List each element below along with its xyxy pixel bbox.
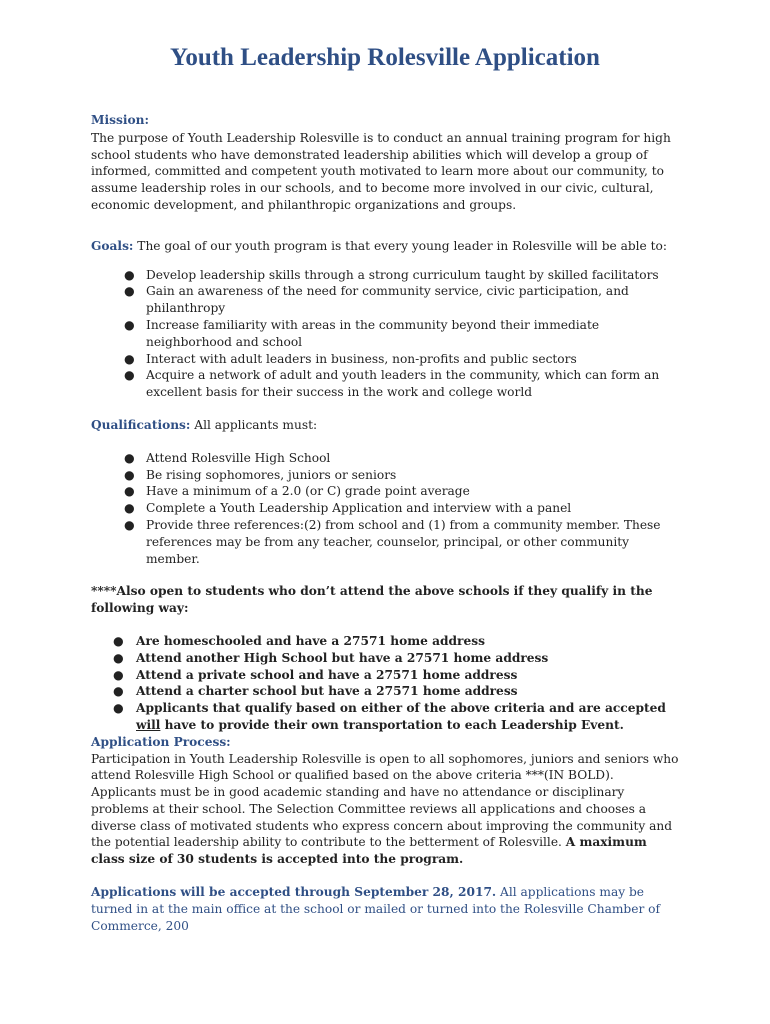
underlined-word: will <box>136 717 161 732</box>
qualifications-label: Qualifications: <box>91 417 191 432</box>
bullet-icon: ● <box>124 368 135 383</box>
mission-text: The purpose of Youth Leadership Rolesville is to conduct an annual training program for high school students who have demonstrated leadership abilities which will develop a group of informed, committed and competent youth motivated to learn more about our community, to assume leadership roles in our schools, and to become more involved in our civic, cultural, economic development, and philanthropic organizations and groups. <box>91 130 671 212</box>
goals-paragraph <box>91 238 681 255</box>
page-title: Youth Leadership Rolesville Application <box>170 44 600 71</box>
bullet-icon: ● <box>124 467 135 482</box>
application-process-label: Application Process: <box>91 734 231 749</box>
document-body <box>91 112 681 934</box>
deadline-paragraph <box>91 884 681 934</box>
list-item: ● Be rising sophomores, juniors or seniors <box>124 467 397 482</box>
qualifications-list <box>91 450 681 568</box>
also-open-list <box>91 633 681 734</box>
qualifications-paragraph <box>91 417 681 434</box>
bullet-icon: ● <box>124 267 135 282</box>
goals-list <box>91 267 681 401</box>
bullet-icon: ● <box>113 701 124 716</box>
bullet-icon: ● <box>124 450 135 465</box>
list-item: ● Attend a private school and have a 27571 home address <box>113 667 518 682</box>
list-item: ● Gain an awareness of the need for community service, civic participation, and philanthropy <box>124 284 629 316</box>
bullet-icon: ● <box>124 317 135 332</box>
list-item: ● Attend another High School but have a 27571 home address <box>113 650 549 665</box>
class-size-note: A maximum class size of 30 students is accepted into the program. <box>91 835 647 867</box>
deadline-date: Applications will be accepted through September 28, 2017. <box>91 885 497 900</box>
list-item: ● Attend a charter school but have a 27571 home address <box>113 684 518 699</box>
list-item: ● Acquire a network of adult and youth leaders in the community, which can form an excellent basis for their success in the work and college world <box>124 368 660 400</box>
bullet-icon: ● <box>124 517 135 532</box>
list-item: ● Attend Rolesville High School <box>124 450 331 465</box>
application-process-text: Participation in Youth Leadership Rolesville is open to all sophomores, juniors and seniors who attend Rolesville High School or qualified based on the above criteria ***(IN BOLD). Applicants must be in good academic standing and have no attendance or disciplinary problems at their school. The Selection Committee reviews all applications and chooses a diverse class of motivated students who express concern about improving the community and the potential leadership ability to contribute to the betterment of Rolesville. A maximum class size of 30 students is accepted into the program. <box>91 751 679 867</box>
bullet-icon: ● <box>113 650 124 665</box>
list-item: ● Develop leadership skills through a strong curriculum taught by skilled facilitators <box>124 267 659 282</box>
goals-label: Goals: <box>91 238 134 253</box>
list-item: ● Have a minimum of a 2.0 (or C) grade point average <box>124 484 470 499</box>
goals-text: The goal of our youth program is that every young leader in Rolesville will be able to: <box>133 238 667 253</box>
also-open-paragraph: ****Also open to students who don’t attend the above schools if they qualify in the following way: <box>91 584 653 616</box>
qualifications-text: All applicants must: <box>190 417 318 432</box>
bullet-icon: ● <box>124 351 135 366</box>
bullet-icon: ● <box>113 633 124 648</box>
bullet-icon: ● <box>113 667 124 682</box>
list-item: ● Provide three references:(2) from school and (1) from a community member. These references may be from any teacher, counselor, principal, or other community member. <box>124 517 661 566</box>
list-item: ● Are homeschooled and have a 27571 home address <box>113 633 485 648</box>
list-item: ● Increase familiarity with areas in the community beyond their immediate neighborhood and school <box>124 317 600 349</box>
list-item: ● Interact with adult leaders in business, non-profits and public sectors <box>124 351 577 366</box>
bullet-icon: ● <box>124 501 135 516</box>
deadline-text: All applications may be turned in at the main office at the school or mailed or turned into the Rolesville Chamber of Commerce, 200 <box>91 885 660 933</box>
mission-label: Mission: <box>91 113 149 127</box>
bullet-icon: ● <box>124 284 135 299</box>
list-item: ● Applicants that qualify based on either of the above criteria and are accepted will have to provide their own transportation to each Leadership Event. <box>113 701 666 732</box>
bullet-icon: ● <box>124 484 135 499</box>
list-item: ● Complete a Youth Leadership Application and interview with a panel <box>124 501 572 516</box>
bullet-icon: ● <box>113 684 124 699</box>
